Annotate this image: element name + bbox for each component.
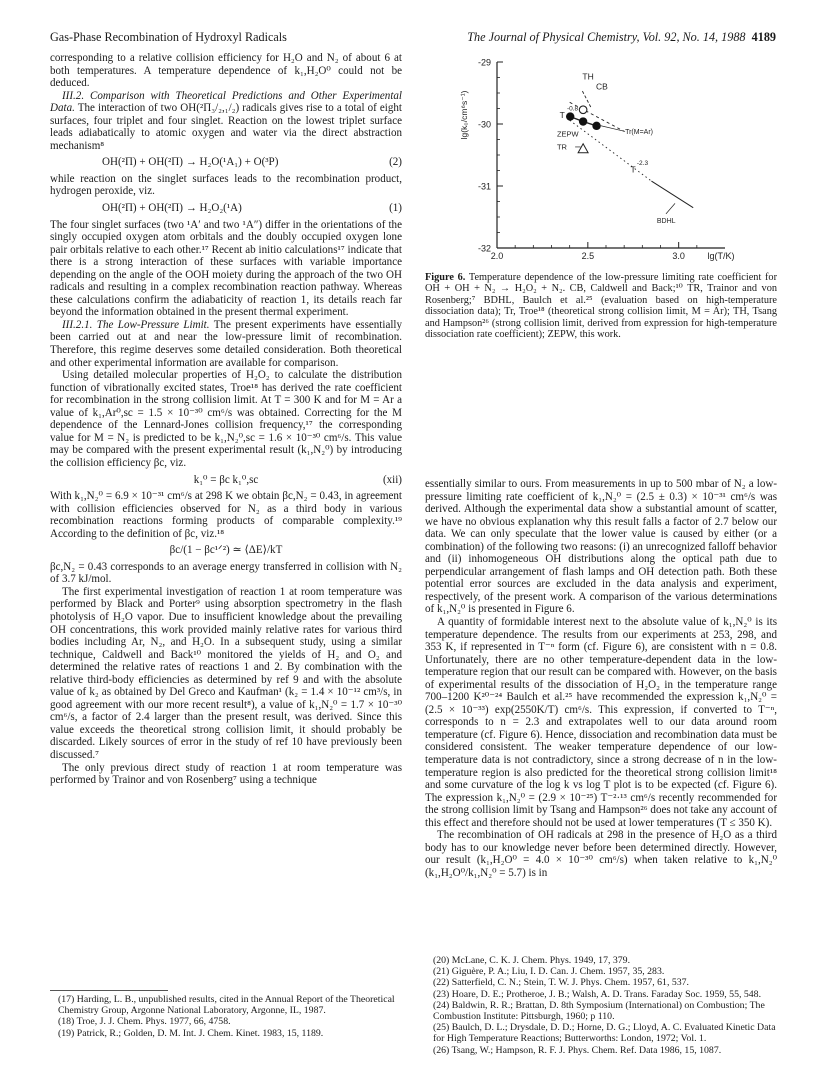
- label-exponent: -0.8: [566, 105, 579, 113]
- figure-6: [425, 52, 777, 270]
- footnote-22: (22) Satterfield, C. N.; Stein, T. W. J. Phys. Chem. 1957, 61, 537.: [433, 977, 689, 989]
- section-heading: III.2. Comparison with Theoretical Predictions and Other Experimental Data.: [50, 89, 402, 115]
- footnotes-right: [425, 955, 777, 1056]
- equation-beta: [50, 544, 402, 557]
- equation-beta-text: βc/(1 − βc¹ᐟ²) ≃ ⟨ΔE⟩/kT: [169, 544, 283, 557]
- y-tick-label: -31: [477, 181, 491, 192]
- paragraph: corresponding to a relative collision efficiency for H₂O and N₂ of about 6 at both temperatures. A temperature dependence of k₁,H₂O⁰ could not be deduced.: [50, 52, 402, 90]
- equation-1: [50, 202, 402, 215]
- x-axis-label: lg(T/K): [707, 251, 735, 261]
- section-2-1-paragraph: III.2.1. The Low-Pressure Limit. The present experiments have essentially been carried out at and near the low-pressure limit of recombination. Therefore, this regime deserves some detailed consideration. Both theoretical and other experimental information are available for comparison.: [50, 318, 403, 369]
- footnotes-left: [50, 985, 402, 1039]
- running-header-title: Gas-Phase Recombination of Hydroxyl Radicals: [50, 30, 287, 44]
- figure-6-caption: [425, 272, 777, 340]
- caption-label: Figure 6.: [425, 272, 466, 283]
- paragraph: essentially similar to ours. From measurements in up to 500 mbar of N₂ a low-pressure limiting rate coefficient of k₁,N₂⁰ = (2.5 ± 0.3) × 10⁻³¹ cm⁶/s was derived. Although the experimental data show a substantial amount of scatter, we have no obvious explanation why this result falls a factor of 2.7 below our data. We can only speculate that the lower value is caused by either (or a combination) of the following two reasons: (i) an unrecognized falloff behavior and (ii) inhomogeneous OH distributions along the optical path due to perpendicular arrangement of flash lamps and OH detection path. Both these potential error sources are excluded in the data analysis and experiment, respectively, of the present work. A comparison of the various determinations of k₁,N₂⁰ is presented in Figure 6.: [425, 478, 777, 616]
- equation-xii-text: k₁⁰ = βc k₁⁰,sc: [193, 473, 259, 486]
- label-exponent: -2.3: [636, 159, 649, 167]
- label-cb: CB: [596, 81, 608, 92]
- paragraph: With k₁,N₂⁰ = 6.9 × 10⁻³¹ cm⁶/s at 298 K we obtain βc,N₂ = 0.43, in agreement with collision efficiencies observed for N₂ as a third body in various recombination reactions forming products of comparable complexity.¹⁹ According to the definition of βc, viz.¹⁸: [50, 490, 402, 540]
- paragraph: A quantity of formidable interest next to the absolute value of k₁,N₂⁰ is its temperature dependence. The results from our experiments at 253, 298, and 353 K, if represented in T⁻ⁿ form (cf. Figure 6), are consistent with n = 0.8. Unfortunately, there are no other temperature-dependent data in the low-temperature region that our result can be compared with. However, on the basis of experimental results of the dissociation of H₂O₂ in the temperature range 700–1200 K²⁰⁻²⁴ Baulch et al.²⁵ have recommended the expression k₁,N₂⁰ = (2.5 × 10⁻³³) exp(2550K/T) cm⁶/s. This expression, if converted to T⁻ⁿ, corresponds to n = 2.3 and extrapolates well to our data around room temperature (cf. Figure 6). Hence, dissociation and recombination data must be considered consistent. The weaker temperature dependence of our low-temperature data is not contradictory, since a strong decrease of n in the low-temperature region is also predicted for the theoretical strong collision limit¹⁸ and some curvature of the log k vs log T plot is to be expected (cf. Figure 6). The expression k₁,N₂⁰ = (2.9 × 10⁻²⁵) T⁻²·¹³ cm⁶/s recently recommended for the strong collision limit by Tsang and Hampson²⁶ does not take any account of this effect and therefore should not be used at lower temperatures (T ≤ 350 K).: [425, 616, 777, 829]
- figure-6-chart: [425, 52, 777, 270]
- footnote-17: (17) Harding, L. B., unpublished results, cited in the Annual Report of the Theoretical Chemistry Group, Argonne National Laboratory, Argonne, IL, 1987.: [58, 994, 395, 1017]
- bdhl-leader: [666, 203, 675, 214]
- paragraph: The only previous direct study of reaction 1 at room temperature was performed by Trainor and von Rosenberg⁷ using a technique: [50, 761, 402, 787]
- page-number: 4189: [751, 30, 776, 44]
- paragraph: Using detailed molecular properties of H₂O₂ to calculate the distribution function of vibrationally excited states, Troe¹⁸ has derived the rate coefficient for recombination in the strong collision limit. At T = 300 K and for M = Ar a value of k₁,Ar⁰,sc = 1.5 × 10⁻³⁰ cm⁶/s was obtained. Correcting for the M dependence of the Lennard-Jones collision frequency,¹⁷ the corresponding value for M = N₂ is predicted to be k₁,N₂⁰,sc = 1.6 × 10⁻³⁰ cm⁶/s. This value may be compared with the present experimental result (k₁,N₂⁰) by introducing the collision efficiency βc, viz.: [50, 369, 402, 469]
- label-zepw: ZEPW: [556, 129, 579, 139]
- series-bdhl-line: [651, 181, 693, 208]
- left-column: [50, 52, 402, 787]
- x-tick-label: 2.5: [581, 251, 595, 261]
- paragraph: The four singlet surfaces (two ¹A′ and two ¹A″) differ in the orientations of the singly occupied oxygen atom orbitals and the doubly occupied oxygen lone pair orbitals relative to each other.¹⁷ Recent ab initio calculations¹⁷ indicate that there is a strong interaction of these surfaces with variable importance depending on the angle of the OOH moiety during the approach of the two OH radicals and resulting in a complex recombination reaction pathway. Whereas these calculations confirm the adiabaticity of reaction 1, its details reach far beyond the information obtained in the present thermal experiment.: [50, 218, 402, 319]
- running-header-journal: [467, 30, 776, 45]
- series-zepw-point: [592, 122, 600, 130]
- footnote-20: (20) McLane, C. K. J. Chem. Phys. 1949, 17, 379.: [433, 955, 631, 966]
- equation-2: [50, 156, 402, 169]
- label-t: T: [630, 164, 636, 175]
- right-column: [425, 478, 777, 880]
- x-tick-label: 3.0: [672, 251, 685, 261]
- paragraph: The first experimental investigation of reaction 1 at room temperature was performed by Black and Porter⁹ using absorption spectrometry in the flash photolysis of H₂O vapor. Due to insufficient knowledge about the prevailing OH concentrations, this work provided mainly relative rates for various third bodies including Ar, N₂, and H₂O. In a subsequent study, using a similar technique, Caldwell and Back¹⁰ monitored the yields of H₂ and O₂ and determined the relative rates of reactions 1 and 2. By combination with the relative third-body efficiencies as determined by ref 9 and with the absolute value of k₂ as obtained by Del Greco and Kaufman¹ (k₂ = 1.4 × 10⁻¹² cm³/s, in good agreement with our more recent result⁸), a value of k₁,N₂⁰ = 1.7 × 10⁻³⁰ cm⁶/s, a factor of 2.4 larger than the present result, was derived. Since this value exceeds the theoretical strong collision limit, it should probably be discarded. Likely sources of error in the study of ref 10 have previously been discussed.⁷: [50, 585, 402, 761]
- label-tr: TR: [556, 142, 567, 152]
- x-tick-label: 2.0: [490, 251, 504, 261]
- series-zepw-point: [579, 117, 587, 125]
- footnote-25: (25) Baulch, D. L.; Drysdale, D. D.; Horne, D. G.; Lloyd, A. C. Evaluated Kinetic Data for High Temperature Reactions; Butterworths: London, 1972; Vol. 1.: [433, 1022, 776, 1045]
- footnote-21: (21) Giguère, P. A.; Liu, I. D. Can. J. Chem. 1957, 35, 283.: [433, 966, 665, 978]
- equation-1-text: OH(²Π) + OH(²Π) → H₂O₂(¹A): [102, 202, 242, 215]
- journal-citation: The Journal of Physical Chemistry, Vol. 92, No. 14, 1988: [467, 30, 746, 44]
- paragraph: βc,N₂ = 0.43 corresponds to an average energy transferred in collision with N₂ of 3.7 kJ/mol.: [50, 560, 402, 586]
- series-zepw-point: [566, 112, 574, 120]
- chart-marks: [566, 91, 693, 214]
- footnote-rule: [50, 990, 168, 991]
- footnote-24: (24) Baldwin, R. R.; Brattan, D. 8th Symposium (International) on Combustion; The Combustion Institute: Pittsburgh, 1960; p 110.: [433, 999, 765, 1023]
- series-cb-point: [579, 106, 587, 114]
- label-bdhl: BDHL: [656, 218, 676, 226]
- paragraph: while reaction on the singlet surfaces leads to the recombination product, hydrogen peroxide, viz.: [50, 172, 402, 198]
- series-tr-point: [578, 144, 588, 153]
- label-th: TH: [582, 71, 594, 82]
- footnote-26: (26) Tsang, W.; Hampson, R. F. J. Phys. Chem. Ref. Data 1986, 15, 1087.: [433, 1044, 722, 1056]
- section-2-paragraph: III.2. Comparison with Theoretical Predictions and Other Experimental Data. The interaction of two OH(²Π₃/₂,₁/₂) radicals gives rise to a total of eight surfaces, four triplet and four singlet. Reaction on the lowest triplet surface leads adiabatically to atomic oxygen and water via the direct abstraction mechanism⁸: [50, 89, 402, 152]
- section-heading: III.2.1. The Low-Pressure Limit.: [62, 318, 210, 331]
- chart-labels: [459, 58, 735, 262]
- equation-1-number: (1): [389, 202, 402, 215]
- caption-text: Temperature dependence of the low-pressure limiting rate coefficient for OH + OH + N₂ → H₂O₂ + N₂. CB, Caldwell and Back;¹⁰ TR, Trainor and von Rosenberg;⁷ BDHL, Baulch et al.²⁵ (evaluation based on high-temperature dissociation data); Tr, Troe¹⁸ (theoretical strong collision limit, M = Ar); TH, Tsang and Hampson²⁶ (strong collision limit, derived from expression for high-temperature dissociation rate coefficient); ZEPW, this work.: [425, 272, 777, 341]
- y-tick-label: -32: [477, 243, 491, 254]
- chart-axes: [497, 62, 725, 248]
- equation-xii: [50, 474, 402, 487]
- label-tr-troe: Tr(M=Ar): [625, 128, 654, 136]
- label-t: T: [559, 109, 565, 120]
- equation-xii-number: (xii): [382, 473, 402, 486]
- footnote-19: (19) Patrick, R.; Golden, D. M. Int. J. Chem. Kinet. 1983, 15, 1189.: [58, 1027, 324, 1039]
- tr-leader: [599, 125, 625, 131]
- equation-2-number: (2): [389, 156, 402, 169]
- y-axis-label: lg(k₀/cm⁶s⁻¹): [459, 90, 469, 140]
- footnote-18: (18) Troe, J. J. Chem. Phys. 1977, 66, 4758.: [58, 1016, 231, 1028]
- footnote-23: (23) Hoare, D. E.; Protheroe, J. B.; Walsh, A. D. Trans. Faraday Soc. 1959, 55, 548.: [433, 988, 762, 1000]
- equation-2-text: OH(²Π) + OH(²Π) → H₂O(¹A₁) + O(³P): [102, 156, 279, 169]
- paragraph: The recombination of OH radicals at 298 in the presence of H₂O as a third body has to our knowledge never before been determined directly. However, our result (k₁,H₂O⁰ = 4.0 × 10⁻³⁰ cm⁶/s) when taken relative to k₁,N₂⁰ (k₁,H₂O⁰/k₁,N₂⁰ = 5.7) is in: [425, 829, 777, 879]
- y-tick-label: -30: [477, 119, 491, 130]
- y-tick-label: -29: [477, 57, 491, 68]
